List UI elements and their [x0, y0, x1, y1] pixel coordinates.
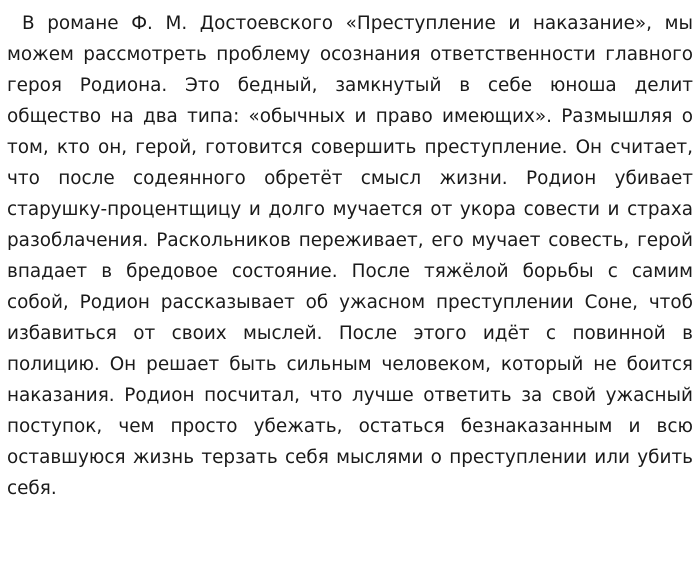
essay-paragraph: В романе Ф. М. Достоевского «Преступление и наказание», мы можем рассмотреть проблему осознания ответственности главного героя Родиона. Это бедный, замкнутый в себе юноша делит общество на два типа: «обычных и право имеющих». Размышляя о том, кто он, герой, готовится совершить преступление. Он считает, что после содеянного обретёт смысл жизни. Родион убивает старушку-процентщицу и долго мучается от укора совести и страха разоблачения. Раскольников переживает, его мучает совесть, герой впадает в бредовое состояние. После тяжёлой борьбы с самим собой, Родион рассказывает об ужасном преступлении Соне, чтоб избавиться от своих мыслей. После этого идёт с повинной в полицию. Он решает быть сильным человеком, который не боится наказания. Родион посчитал, что лучше ответить за свой ужасный поступок, чем просто убежать, остаться безнаказанным и всю оставшуюся жизнь терзать себя мыслями о преступлении или убить себя. [7, 13, 693, 499]
